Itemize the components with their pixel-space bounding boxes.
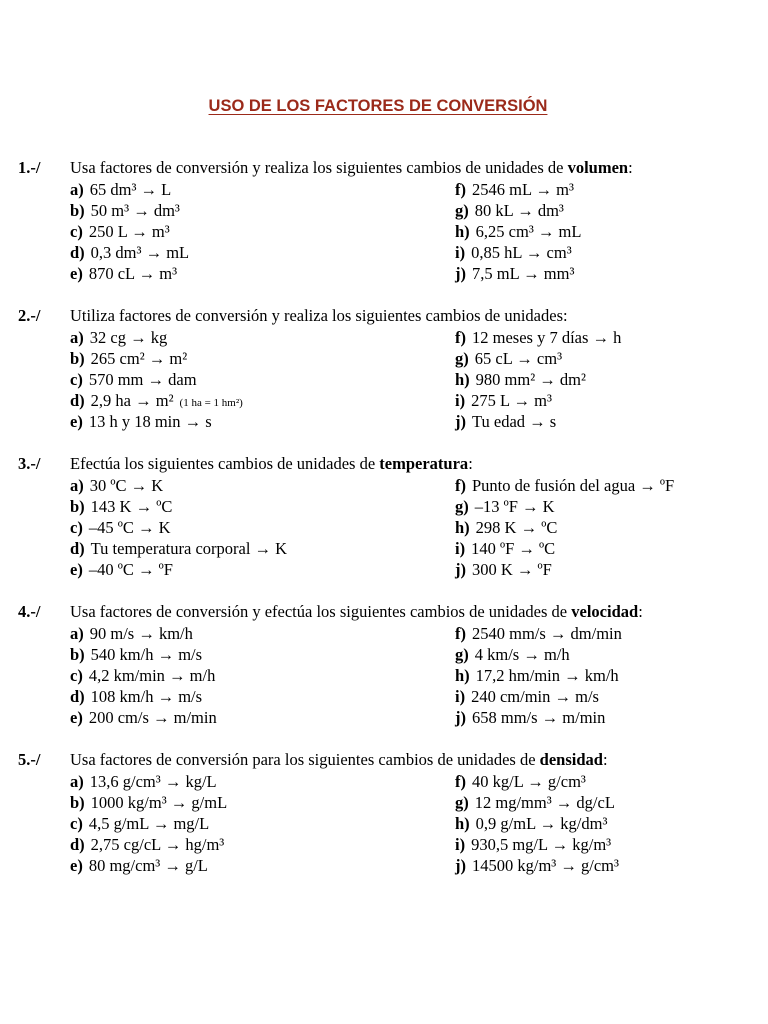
exercise-number: 2.-/ bbox=[18, 306, 41, 325]
item-label: c) bbox=[70, 518, 83, 537]
exercise-item bbox=[70, 559, 173, 580]
exercise-item bbox=[455, 263, 574, 284]
item-text: 7,5 mL → mm³ bbox=[472, 264, 575, 283]
item-text: 140 ºF → ºC bbox=[471, 539, 556, 558]
item-text: 65 dm³ → L bbox=[89, 180, 172, 199]
item-label: h) bbox=[455, 814, 470, 833]
exercise-item bbox=[455, 369, 586, 390]
item-label: g) bbox=[455, 349, 469, 368]
exercise-header bbox=[0, 305, 768, 327]
exercise-statement bbox=[70, 305, 568, 327]
exercise-item bbox=[455, 538, 555, 559]
item-label: g) bbox=[455, 497, 469, 516]
item-text: 200 cm/s → m/min bbox=[88, 708, 217, 727]
item-text: 0,9 g/mL → kg/dm³ bbox=[475, 814, 608, 833]
item-text: 30 ºC → K bbox=[89, 476, 164, 495]
item-text: –13 ºF → K bbox=[474, 497, 555, 516]
exercise-item bbox=[70, 813, 209, 834]
exercise-item bbox=[455, 517, 557, 538]
item-text: 2540 mm/s → dm/min bbox=[472, 624, 622, 643]
item-label: d) bbox=[70, 835, 85, 854]
item-text: 80 kL → dm³ bbox=[474, 201, 564, 220]
item-text: 298 K → ºC bbox=[475, 518, 558, 537]
item-text: 1000 kg/m³ → g/mL bbox=[90, 793, 228, 812]
item-label: d) bbox=[70, 687, 85, 706]
item-text: 930,5 mg/L → kg/m³ bbox=[471, 835, 612, 854]
exercise-number: 5.-/ bbox=[18, 750, 41, 769]
exercise-item bbox=[70, 369, 197, 390]
item-label: c) bbox=[70, 370, 83, 389]
item-text: 570 mm → dam bbox=[88, 370, 197, 389]
item-text: 0,3 dm³ → mL bbox=[90, 243, 190, 262]
item-text: 90 m/s → km/h bbox=[89, 624, 193, 643]
item-label: h) bbox=[455, 666, 470, 685]
exercise-item bbox=[70, 517, 171, 538]
exercise-header bbox=[0, 157, 768, 179]
item-text: 14500 kg/m³ → g/cm³ bbox=[472, 856, 619, 875]
exercise-item bbox=[70, 475, 163, 496]
item-text: 4 km/s → m/h bbox=[474, 645, 570, 664]
item-label: h) bbox=[455, 370, 470, 389]
exercise-item bbox=[70, 221, 170, 242]
exercise-item bbox=[455, 665, 619, 686]
item-label: b) bbox=[70, 201, 85, 220]
statement-keyword: temperatura bbox=[379, 454, 469, 473]
statement-text: Usa factores de conversión para los siguientes cambios de unidades de bbox=[70, 750, 540, 769]
item-label: c) bbox=[70, 222, 83, 241]
statement-keyword: volumen bbox=[567, 158, 629, 177]
item-label: b) bbox=[70, 793, 85, 812]
item-label: c) bbox=[70, 666, 83, 685]
exercise-item bbox=[70, 390, 243, 411]
exercise-item bbox=[70, 348, 187, 369]
item-label: b) bbox=[70, 349, 85, 368]
item-label: e) bbox=[70, 708, 83, 727]
exercise-item bbox=[455, 792, 615, 813]
exercise-item bbox=[70, 771, 217, 792]
item-text: 17,2 hm/min → km/h bbox=[475, 666, 619, 685]
statement-text: Utiliza factores de conversión y realiza los siguientes cambios de unidades: bbox=[70, 306, 568, 325]
exercise-item bbox=[455, 390, 552, 411]
item-text: 80 mg/cm³ → g/L bbox=[88, 856, 208, 875]
exercise-item bbox=[455, 559, 552, 580]
item-text: 40 kg/L → g/cm³ bbox=[472, 772, 586, 791]
exercise-item bbox=[70, 644, 202, 665]
exercise-item bbox=[70, 686, 202, 707]
statement-text: Efectúa los siguientes cambios de unidades de bbox=[70, 454, 380, 473]
item-label: j) bbox=[455, 708, 466, 727]
exercise-item bbox=[455, 242, 572, 263]
item-label: f) bbox=[455, 180, 466, 199]
exercise-item bbox=[455, 855, 619, 876]
item-text: 0,85 hL → cm³ bbox=[471, 243, 572, 262]
item-label: g) bbox=[455, 201, 469, 220]
item-text: 2546 mL → m³ bbox=[472, 180, 574, 199]
item-text: 4,5 g/mL → mg/L bbox=[88, 814, 210, 833]
exercise-header bbox=[0, 749, 768, 771]
item-text: 980 mm² → dm² bbox=[475, 370, 586, 389]
exercise-item bbox=[70, 496, 172, 517]
item-label: j) bbox=[455, 264, 466, 283]
exercise-item bbox=[70, 707, 217, 728]
item-label: c) bbox=[70, 814, 83, 833]
item-label: i) bbox=[455, 539, 466, 558]
item-label: f) bbox=[455, 328, 466, 347]
item-text: 13 h y 18 min → s bbox=[88, 412, 212, 431]
statement-suffix: : bbox=[628, 158, 633, 177]
item-label: b) bbox=[70, 497, 85, 516]
item-label: a) bbox=[70, 180, 84, 199]
item-label: j) bbox=[455, 856, 466, 875]
item-label: a) bbox=[70, 772, 84, 791]
item-label: e) bbox=[70, 264, 83, 283]
item-text: 65 cL → cm³ bbox=[474, 349, 563, 368]
exercise-item bbox=[455, 707, 605, 728]
item-text: 108 km/h → m/s bbox=[90, 687, 203, 706]
item-label: i) bbox=[455, 687, 466, 706]
item-label: e) bbox=[70, 412, 83, 431]
item-text: 265 cm² → m² bbox=[90, 349, 188, 368]
exercise-item bbox=[455, 496, 555, 517]
item-text: 143 K → ºC bbox=[90, 497, 173, 516]
page-title: USO DE LOS FACTORES DE CONVERSIÓN bbox=[208, 97, 548, 115]
exercise-item bbox=[70, 792, 227, 813]
item-label: a) bbox=[70, 476, 84, 495]
exercise-number: 1.-/ bbox=[18, 158, 41, 177]
item-label: f) bbox=[455, 476, 466, 495]
statement-keyword: velocidad bbox=[571, 602, 639, 621]
item-text: Tu edad → s bbox=[472, 412, 557, 431]
item-label: j) bbox=[455, 412, 466, 431]
item-text: 658 mm/s → m/min bbox=[472, 708, 606, 727]
item-label: i) bbox=[455, 391, 466, 410]
item-label: d) bbox=[70, 539, 85, 558]
item-text: 870 cL → m³ bbox=[88, 264, 178, 283]
item-text: 2,75 cg/cL → hg/m³ bbox=[90, 835, 225, 854]
exercise-statement bbox=[70, 157, 633, 179]
exercise-item bbox=[455, 411, 556, 432]
exercise-item bbox=[70, 242, 189, 263]
exercise-item bbox=[70, 179, 171, 200]
item-label: i) bbox=[455, 835, 466, 854]
item-text: 50 m³ → dm³ bbox=[90, 201, 180, 220]
item-label: e) bbox=[70, 856, 83, 875]
exercise-statement bbox=[70, 453, 473, 475]
exercise-item bbox=[70, 623, 193, 644]
exercise-item bbox=[455, 179, 574, 200]
item-label: d) bbox=[70, 243, 85, 262]
item-label: g) bbox=[455, 645, 469, 664]
statement-text: Usa factores de conversión y realiza los siguientes cambios de unidades de bbox=[70, 158, 568, 177]
item-label: h) bbox=[455, 222, 470, 241]
exercise-item bbox=[70, 665, 215, 686]
item-text: 540 km/h → m/s bbox=[90, 645, 203, 664]
item-text: 300 K → ºF bbox=[472, 560, 552, 579]
exercise-item bbox=[455, 623, 622, 644]
exercise-number: 4.-/ bbox=[18, 602, 41, 621]
exercise-item bbox=[455, 348, 562, 369]
item-text: Tu temperatura corporal → K bbox=[90, 539, 288, 558]
exercise-item bbox=[70, 263, 177, 284]
exercise-header bbox=[0, 453, 768, 475]
exercise-item bbox=[455, 644, 570, 665]
item-text: 32 cg → kg bbox=[89, 328, 168, 347]
exercise-item bbox=[70, 200, 180, 221]
item-label: g) bbox=[455, 793, 469, 812]
statement-suffix: : bbox=[468, 454, 473, 473]
exercise-item bbox=[455, 834, 611, 855]
exercise-item bbox=[455, 221, 581, 242]
exercise-header bbox=[0, 601, 768, 623]
exercise-item bbox=[455, 813, 607, 834]
item-label: i) bbox=[455, 243, 466, 262]
item-text: 4,2 km/min → m/h bbox=[88, 666, 216, 685]
item-label: d) bbox=[70, 391, 85, 410]
exercise-item bbox=[455, 686, 599, 707]
item-label: j) bbox=[455, 560, 466, 579]
exercise-statement bbox=[70, 749, 608, 771]
exercise-item bbox=[70, 327, 167, 348]
exercise-item bbox=[70, 538, 287, 559]
exercise-number: 3.-/ bbox=[18, 454, 41, 473]
item-note: (1 ha = 1 hm²) bbox=[179, 397, 243, 409]
item-text: 2,9 ha → m² bbox=[90, 391, 174, 410]
statement-keyword: densidad bbox=[539, 750, 603, 769]
item-text: –40 ºC → ºF bbox=[88, 560, 173, 579]
item-label: e) bbox=[70, 560, 83, 579]
item-text: 240 cm/min → m/s bbox=[471, 687, 599, 706]
exercise-statement bbox=[70, 601, 643, 623]
item-text: Punto de fusión del agua → ºF bbox=[472, 476, 675, 495]
exercise-item bbox=[70, 834, 224, 855]
item-text: –45 ºC → K bbox=[88, 518, 171, 537]
exercise-item bbox=[455, 475, 674, 496]
item-text: 13,6 g/cm³ → kg/L bbox=[89, 772, 217, 791]
item-text: 250 L → m³ bbox=[88, 222, 170, 241]
exercise-item bbox=[70, 411, 212, 432]
exercise-item bbox=[70, 855, 208, 876]
exercise-item bbox=[455, 327, 621, 348]
item-label: a) bbox=[70, 624, 84, 643]
statement-text: Usa factores de conversión y efectúa los siguientes cambios de unidades de bbox=[70, 602, 572, 621]
exercise-item bbox=[455, 771, 586, 792]
item-text: 275 L → m³ bbox=[471, 391, 552, 410]
item-label: b) bbox=[70, 645, 85, 664]
exercise-item bbox=[455, 200, 564, 221]
item-text: 12 mg/mm³ → dg/cL bbox=[474, 793, 615, 812]
item-text: 12 meses y 7 días → h bbox=[472, 328, 622, 347]
item-label: a) bbox=[70, 328, 84, 347]
item-label: h) bbox=[455, 518, 470, 537]
item-text: 6,25 cm³ → mL bbox=[475, 222, 582, 241]
item-label: f) bbox=[455, 624, 466, 643]
statement-suffix: : bbox=[638, 602, 643, 621]
item-label: f) bbox=[455, 772, 466, 791]
statement-suffix: : bbox=[602, 750, 608, 769]
